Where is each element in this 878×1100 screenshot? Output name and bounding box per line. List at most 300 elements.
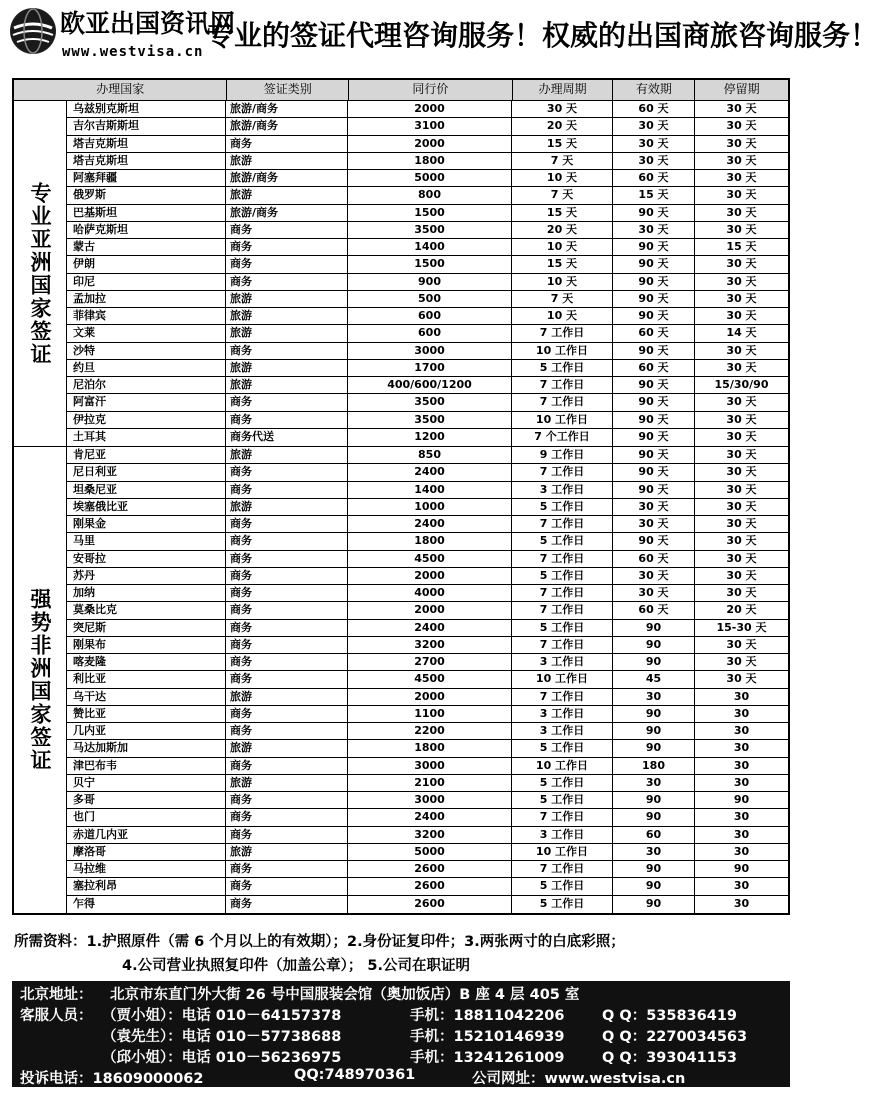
cell-visa-type: 旅游 <box>226 499 348 515</box>
cell-visa-type: 商务 <box>226 464 348 480</box>
table-row <box>67 568 788 585</box>
cell-country: 埃塞俄比亚 <box>67 499 226 515</box>
cell-price: 500 <box>348 291 512 307</box>
cell-validity: 60 天 <box>613 325 695 341</box>
cell-country: 土耳其 <box>67 429 226 446</box>
cell-price: 3200 <box>348 637 512 653</box>
requirements <box>14 930 794 978</box>
cell-country: 蒙古 <box>67 239 226 255</box>
cell-visa-type: 商务 <box>226 516 348 532</box>
address-label: 北京地址： <box>20 987 93 1003</box>
brand-url: www.westvisa.cn <box>62 44 204 60</box>
cell-processing-time: 5 工作日 <box>512 792 613 808</box>
cell-processing-time: 3 工作日 <box>512 482 613 498</box>
table-row <box>67 360 788 377</box>
cell-stay: 30 天 <box>726 153 757 167</box>
group-rows <box>67 101 788 446</box>
cell-price: 3000 <box>348 758 512 774</box>
cell-country: 刚果金 <box>67 516 226 532</box>
contact-panel <box>12 981 790 1087</box>
cell-processing-time: 3 工作日 <box>512 654 613 670</box>
cell-price: 1800 <box>348 740 512 756</box>
cell-country: 乍得 <box>67 896 226 913</box>
cell-visa-type: 商务 <box>226 568 348 584</box>
cell-stay: 90 <box>733 793 750 806</box>
cell-visa-type: 商务 <box>226 602 348 618</box>
cell-processing-time: 7 天 <box>512 153 613 169</box>
cell-visa-type: 商务 <box>226 274 348 290</box>
table-row <box>67 274 788 291</box>
cell-validity: 90 <box>613 809 695 825</box>
cell-price: 5000 <box>348 844 512 860</box>
cell-country: 尼日利亚 <box>67 464 226 480</box>
group-label-text: 专业亚洲国家签证 <box>28 181 52 366</box>
cell-validity: 30 <box>613 775 695 791</box>
cell-country: 津巴布韦 <box>67 758 226 774</box>
cell-validity: 90 天 <box>613 394 695 410</box>
table-row <box>67 256 788 273</box>
cell-visa-type: 商务 <box>226 654 348 670</box>
cell-validity: 90 天 <box>613 412 695 428</box>
table-row <box>67 758 788 775</box>
table-row <box>67 671 788 688</box>
cell-validity: 90 天 <box>613 205 695 221</box>
cell-validity: 90 天 <box>613 447 695 463</box>
table-row <box>67 827 788 844</box>
cell-country: 赞比亚 <box>67 706 226 722</box>
cell-price: 1800 <box>348 533 512 549</box>
cell-visa-type: 商务 <box>226 256 348 272</box>
cell-visa-type: 商务 <box>226 585 348 601</box>
staff-1-phone: （贾小姐）：电话 010－64157378 <box>102 1008 342 1024</box>
cell-validity: 90 天 <box>613 533 695 549</box>
complaint-phone: 投诉电话：18609000062 <box>20 1071 204 1087</box>
cell-country: 巴基斯坦 <box>67 205 226 221</box>
cell-stay: 20 天 <box>726 603 757 617</box>
group-label <box>14 447 67 913</box>
cell-stay: 30 <box>733 724 750 737</box>
table-row <box>67 412 788 429</box>
cell-price: 2000 <box>348 568 512 584</box>
cell-visa-type: 商务 <box>226 482 348 498</box>
cell-processing-time: 3 工作日 <box>512 706 613 722</box>
cell-validity: 60 天 <box>613 360 695 376</box>
cell-validity: 90 <box>613 740 695 756</box>
staff-3-mobile: 手机：13241261009 <box>410 1050 565 1066</box>
cell-price: 2400 <box>348 516 512 532</box>
cell-visa-type: 商务 <box>226 343 348 359</box>
cell-processing-time: 7 天 <box>512 291 613 307</box>
cell-stay: 30 天 <box>726 136 757 150</box>
cell-validity: 30 天 <box>613 136 695 152</box>
cell-stay: 30 <box>733 741 750 755</box>
column-header-stay: 停留期 <box>723 82 760 96</box>
cell-price: 4500 <box>348 671 512 687</box>
cell-validity: 90 <box>613 878 695 894</box>
cell-price: 3500 <box>348 394 512 410</box>
table-row <box>67 809 788 826</box>
cell-processing-time: 15 天 <box>512 136 613 152</box>
cell-stay: 30 <box>733 775 750 789</box>
cell-validity: 90 <box>613 620 695 636</box>
cell-stay: 15/30/90 <box>714 378 769 391</box>
cell-processing-time: 5 工作日 <box>512 499 613 515</box>
cell-stay: 30 天 <box>726 257 757 271</box>
cell-country: 哈萨克斯坦 <box>67 222 226 238</box>
cell-visa-type: 旅游 <box>226 360 348 376</box>
cell-stay: 90 <box>733 862 750 875</box>
cell-processing-time: 7 个工作日 <box>512 429 613 446</box>
cell-processing-time: 20 天 <box>512 222 613 238</box>
cell-country: 塞拉利昂 <box>67 878 226 894</box>
cell-country: 刚果布 <box>67 637 226 653</box>
cell-validity: 30 天 <box>613 153 695 169</box>
company-website[interactable]: 公司网址：www.westvisa.cn <box>472 1071 686 1087</box>
cell-country: 赤道几内亚 <box>67 827 226 843</box>
cell-stay: 30 天 <box>726 171 757 184</box>
cell-processing-time: 30 天 <box>512 101 613 117</box>
cell-validity: 60 <box>613 827 695 843</box>
cell-stay: 30 <box>733 844 750 858</box>
cell-price: 1400 <box>348 482 512 498</box>
cell-visa-type: 旅游/商务 <box>226 101 348 117</box>
group-label <box>14 101 67 446</box>
cell-visa-type: 旅游/商务 <box>226 170 348 186</box>
address: 北京市东直门外大街 26 号中国服装会馆（奥加饭店）B 座 4 层 405 室 <box>110 987 580 1003</box>
cell-price: 2600 <box>348 861 512 877</box>
staff-1-mobile: 手机：18811042206 <box>410 1008 565 1024</box>
cell-price: 2200 <box>348 723 512 739</box>
cell-price: 2600 <box>348 896 512 913</box>
cell-country: 肯尼亚 <box>67 447 226 463</box>
cell-visa-type: 旅游/商务 <box>226 205 348 221</box>
cell-country: 马拉维 <box>67 861 226 877</box>
cell-validity: 90 <box>613 637 695 653</box>
cell-validity: 30 天 <box>613 585 695 601</box>
table-header-row <box>14 80 788 101</box>
cell-price: 4500 <box>348 551 512 567</box>
table-row <box>67 447 788 464</box>
cell-validity: 90 <box>613 896 695 913</box>
cell-validity: 60 天 <box>613 602 695 618</box>
cell-processing-time: 7 工作日 <box>512 861 613 877</box>
cell-visa-type: 商务 <box>226 878 348 894</box>
table-row <box>67 239 788 256</box>
cell-price: 2000 <box>348 136 512 152</box>
cell-validity: 30 天 <box>613 118 695 134</box>
cell-price: 600 <box>348 308 512 324</box>
cell-country: 乌干达 <box>67 689 226 705</box>
group-label-text: 强势非洲国家签证 <box>28 587 52 772</box>
cell-processing-time: 15 天 <box>512 205 613 221</box>
cell-price: 3000 <box>348 343 512 359</box>
cell-country: 伊朗 <box>67 256 226 272</box>
staff-1-qq: Q Q：535836419 <box>602 1008 738 1024</box>
cell-price: 2000 <box>348 101 512 117</box>
table-group-africa <box>14 447 788 913</box>
cell-price: 2400 <box>348 464 512 480</box>
table-row <box>67 377 788 394</box>
cell-validity: 60 天 <box>613 170 695 186</box>
cell-country: 吉尔吉斯斯坦 <box>67 118 226 134</box>
cell-visa-type: 商务 <box>226 551 348 567</box>
cell-visa-type: 商务 <box>226 620 348 636</box>
cell-stay: 30 天 <box>726 205 757 219</box>
cell-stay: 30 <box>733 827 750 841</box>
table-row <box>67 861 788 878</box>
cell-visa-type: 商务 <box>226 809 348 825</box>
cell-price: 4000 <box>348 585 512 601</box>
cell-visa-type: 旅游 <box>226 153 348 169</box>
cell-stay: 15 天 <box>726 240 757 253</box>
cell-processing-time: 7 工作日 <box>512 689 613 705</box>
cell-visa-type: 商务 <box>226 412 348 428</box>
cell-visa-type: 旅游 <box>226 325 348 341</box>
table-row <box>67 844 788 861</box>
table-row <box>67 325 788 342</box>
cell-processing-time: 7 工作日 <box>512 637 613 653</box>
cell-stay: 30 天 <box>726 222 757 236</box>
cell-price: 3000 <box>348 792 512 808</box>
cell-country: 阿富汗 <box>67 394 226 410</box>
cell-stay: 30 天 <box>726 429 757 443</box>
cell-validity: 90 天 <box>613 343 695 359</box>
cell-validity: 60 天 <box>613 551 695 567</box>
cell-price: 1400 <box>348 239 512 255</box>
cell-country: 印尼 <box>67 274 226 290</box>
complaint-qq: QQ:748970361 <box>294 1067 416 1083</box>
cell-visa-type: 商务 <box>226 706 348 722</box>
cell-validity: 90 天 <box>613 239 695 255</box>
cell-visa-type: 旅游 <box>226 447 348 463</box>
cell-processing-time: 7 工作日 <box>512 585 613 601</box>
cell-visa-type: 商务 <box>226 861 348 877</box>
cell-country: 坦桑尼亚 <box>67 482 226 498</box>
cell-processing-time: 10 天 <box>512 170 613 186</box>
cell-validity: 90 <box>613 706 695 722</box>
table-row <box>67 533 788 550</box>
cell-country: 马达加斯加 <box>67 740 226 756</box>
cell-validity: 30 天 <box>613 222 695 238</box>
cell-processing-time: 5 工作日 <box>512 878 613 894</box>
table-row <box>67 482 788 499</box>
table-row <box>67 551 788 568</box>
table-row <box>67 136 788 153</box>
cell-visa-type: 商务 <box>226 637 348 653</box>
cell-processing-time: 7 工作日 <box>512 394 613 410</box>
cell-country: 塔吉克斯坦 <box>67 136 226 152</box>
cell-price: 3200 <box>348 827 512 843</box>
slogan: 专业的签证代理咨询服务！权威的出国商旅咨询服务！ <box>206 19 878 52</box>
cell-price: 2000 <box>348 602 512 618</box>
cell-stay: 30 天 <box>726 534 757 548</box>
cell-processing-time: 7 工作日 <box>512 377 613 393</box>
page-header <box>0 0 878 72</box>
cell-processing-time: 15 天 <box>512 256 613 272</box>
cell-price: 900 <box>348 274 512 290</box>
cell-country: 伊拉克 <box>67 412 226 428</box>
cell-country: 利比亚 <box>67 671 226 687</box>
cell-processing-time: 5 工作日 <box>512 533 613 549</box>
cell-price: 600 <box>348 325 512 341</box>
cell-country: 尼泊尔 <box>67 377 226 393</box>
requirements-line-2: 4.公司营业执照复印件（加盖公章）； 5.公司在职证明 <box>122 958 470 974</box>
staff-2-phone: （袁先生）：电话 010－57738688 <box>102 1029 342 1045</box>
cell-price: 1000 <box>348 499 512 515</box>
table-row <box>67 291 788 308</box>
cell-stay: 30 天 <box>726 309 757 322</box>
table-row <box>67 170 788 187</box>
cell-validity: 90 天 <box>613 291 695 307</box>
cell-stay: 30 天 <box>726 102 757 115</box>
cell-processing-time: 10 天 <box>512 239 613 255</box>
cell-processing-time: 3 工作日 <box>512 723 613 739</box>
cell-visa-type: 旅游 <box>226 775 348 791</box>
cell-price: 1700 <box>348 360 512 376</box>
cell-visa-type: 旅游 <box>226 844 348 860</box>
column-header-country: 办理国家 <box>14 80 227 100</box>
cell-processing-time: 7 工作日 <box>512 516 613 532</box>
staff-2-qq: Q Q：2270034563 <box>602 1029 748 1045</box>
cell-price: 2000 <box>348 689 512 705</box>
table-row <box>67 187 788 204</box>
cell-visa-type: 商务 <box>226 758 348 774</box>
column-header-price: 同行价 <box>349 80 513 100</box>
cell-visa-type: 商务 <box>226 136 348 152</box>
cell-price: 1800 <box>348 153 512 169</box>
cell-processing-time: 9 工作日 <box>512 447 613 463</box>
table-row <box>67 464 788 481</box>
cell-stay: 14 天 <box>726 326 757 340</box>
cell-stay: 30 天 <box>726 448 757 461</box>
cell-stay: 30 天 <box>726 482 757 496</box>
cell-validity: 180 <box>613 758 695 774</box>
cell-visa-type: 商务 <box>226 222 348 238</box>
cell-stay: 30 天 <box>726 412 757 426</box>
cell-visa-type: 商务 <box>226 671 348 687</box>
column-header-processing-time: 办理周期 <box>513 80 614 100</box>
cell-country: 马里 <box>67 533 226 549</box>
table-row <box>67 343 788 360</box>
cell-country: 突尼斯 <box>67 620 226 636</box>
cell-stay: 30 天 <box>726 586 757 599</box>
cell-price: 400/600/1200 <box>348 377 512 393</box>
cell-price: 800 <box>348 187 512 203</box>
cell-country: 孟加拉 <box>67 291 226 307</box>
table-group-asia <box>14 101 788 447</box>
column-header-visa-type: 签证类别 <box>227 80 349 100</box>
cell-visa-type: 旅游 <box>226 689 348 705</box>
cell-processing-time: 7 工作日 <box>512 551 613 567</box>
cell-price: 2100 <box>348 775 512 791</box>
table-row <box>67 775 788 792</box>
cell-processing-time: 10 工作日 <box>512 844 613 860</box>
cell-processing-time: 3 工作日 <box>512 827 613 843</box>
cell-stay: 30 天 <box>726 395 757 409</box>
staff-2-mobile: 手机：15210146939 <box>410 1029 565 1045</box>
cell-price: 1500 <box>348 205 512 221</box>
cell-processing-time: 10 天 <box>512 274 613 290</box>
cell-validity: 90 天 <box>613 377 695 393</box>
cell-stay: 30 天 <box>726 360 757 374</box>
cell-country: 加纳 <box>67 585 226 601</box>
cell-processing-time: 10 工作日 <box>512 671 613 687</box>
table-row <box>67 101 788 118</box>
cell-country: 多哥 <box>67 792 226 808</box>
cell-country: 文莱 <box>67 325 226 341</box>
table-row <box>67 499 788 516</box>
cell-country: 莫桑比克 <box>67 602 226 618</box>
cell-validity: 90 <box>613 861 695 877</box>
cell-stay: 30 天 <box>726 672 757 686</box>
cell-validity: 90 <box>613 654 695 670</box>
cell-processing-time: 5 工作日 <box>512 360 613 376</box>
cell-price: 1500 <box>348 256 512 272</box>
cell-price: 2600 <box>348 878 512 894</box>
cell-country: 也门 <box>67 809 226 825</box>
cell-stay: 30 <box>733 689 750 703</box>
cell-processing-time: 10 工作日 <box>512 412 613 428</box>
table-row <box>67 740 788 757</box>
cell-country: 塔吉克斯坦 <box>67 153 226 169</box>
cell-stay: 30 天 <box>726 274 757 288</box>
staff-label: 客服人员： <box>20 1008 93 1024</box>
staff-3-phone: （邱小姐）：电话 010－56236975 <box>102 1050 342 1066</box>
table-row <box>67 516 788 533</box>
cell-country: 约旦 <box>67 360 226 376</box>
cell-price: 5000 <box>348 170 512 186</box>
group-rows <box>67 447 788 913</box>
cell-validity: 90 天 <box>613 429 695 446</box>
cell-price: 3500 <box>348 412 512 428</box>
cell-processing-time: 20 天 <box>512 118 613 134</box>
cell-stay: 30 天 <box>726 551 757 565</box>
cell-visa-type: 旅游/商务 <box>226 118 348 134</box>
cell-country: 喀麦隆 <box>67 654 226 670</box>
table-row <box>67 222 788 239</box>
cell-visa-type: 旅游 <box>226 740 348 756</box>
cell-processing-time: 5 工作日 <box>512 896 613 913</box>
cell-stay: 30 <box>733 810 750 824</box>
cell-processing-time: 10 工作日 <box>512 343 613 359</box>
table-row <box>67 637 788 654</box>
cell-validity: 90 <box>613 723 695 739</box>
cell-processing-time: 7 工作日 <box>512 602 613 618</box>
cell-visa-type: 商务 <box>226 723 348 739</box>
cell-validity: 30 天 <box>613 516 695 532</box>
cell-stay: 30 <box>733 879 750 893</box>
table-row <box>67 585 788 602</box>
cell-stay: 30 天 <box>726 568 757 582</box>
cell-country: 贝宁 <box>67 775 226 791</box>
cell-price: 2700 <box>348 654 512 670</box>
staff-3-qq: Q Q：393041153 <box>602 1050 738 1066</box>
table-row <box>67 706 788 723</box>
cell-validity: 30 <box>613 689 695 705</box>
visa-price-table <box>12 78 790 915</box>
cell-country: 阿塞拜疆 <box>67 170 226 186</box>
cell-visa-type: 旅游 <box>226 187 348 203</box>
table-row <box>67 429 788 446</box>
cell-stay: 30 天 <box>726 343 757 357</box>
cell-stay: 30 天 <box>726 291 757 305</box>
table-row <box>67 153 788 170</box>
cell-country: 乌兹别克斯坦 <box>67 101 226 117</box>
cell-stay: 30 天 <box>726 188 757 202</box>
cell-stay: 30 天 <box>726 637 757 651</box>
table-row <box>67 689 788 706</box>
brand-name: 欧亚出国资讯网 <box>60 9 236 38</box>
